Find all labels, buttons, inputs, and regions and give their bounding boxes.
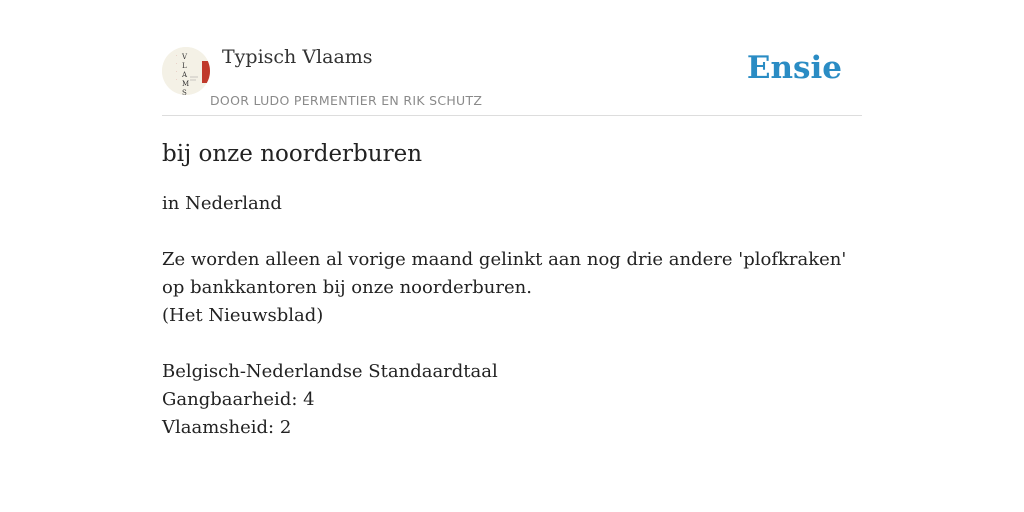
entry-title: bij onze noorderburen (162, 141, 423, 167)
book-title[interactable]: Typisch Vlaams (222, 46, 373, 68)
entry-content (162, 138, 862, 442)
example-text: Ze worden alleen al vorige maand gelinkt aan nog drie andere 'plofkraken' op bankkantoren bij onze noorderburen. (162, 249, 847, 298)
svg-text:·: · (176, 77, 178, 82)
entry-example (162, 246, 862, 330)
svg-text:M: M (182, 80, 190, 88)
svg-text:·: · (176, 61, 178, 66)
entry-meta (162, 358, 862, 442)
page-header (162, 40, 862, 116)
entry-definition: in Nederland (162, 193, 282, 214)
svg-text:·: · (176, 69, 178, 74)
svg-text:L: L (182, 62, 187, 70)
svg-text:S: S (182, 89, 187, 95)
book-cover-icon[interactable] (162, 47, 210, 95)
book-authors: DOOR LUDO PERMENTIER EN RIK SCHUTZ (210, 93, 483, 108)
example-source: (Het Nieuwsblad) (162, 305, 324, 326)
gangbaarheid: Gangbaarheid: 4 (162, 389, 315, 410)
language-variant: Belgisch-Nederlandse Standaardtaal (162, 361, 498, 382)
svg-text:V: V (182, 53, 188, 61)
ensie-logo-link[interactable]: Ensie (746, 50, 842, 86)
svg-text:·: · (176, 53, 178, 58)
svg-text:A: A (182, 71, 188, 79)
vlaamsheid: Vlaamsheid: 2 (162, 417, 292, 438)
